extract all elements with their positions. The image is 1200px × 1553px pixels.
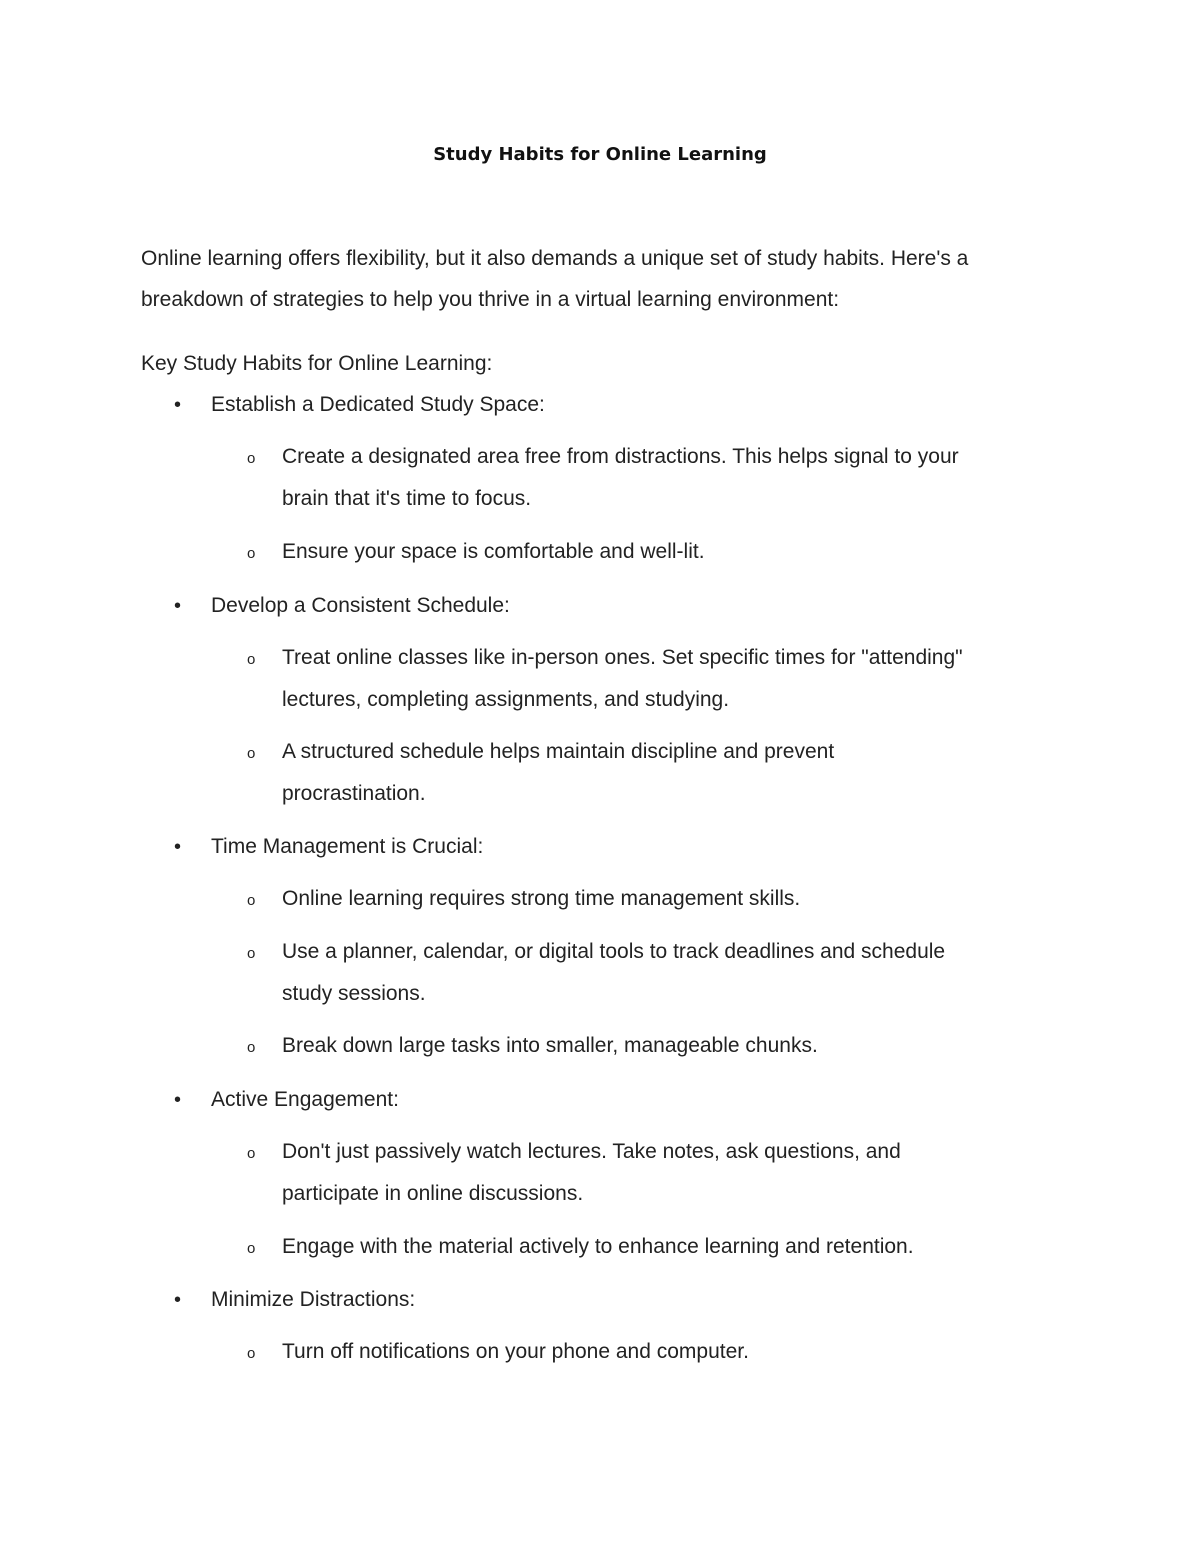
- sub-bullet-icon: o: [247, 450, 256, 467]
- habit-point-line: study sessions.: [282, 982, 426, 1005]
- sub-bullet-icon: o: [247, 651, 256, 668]
- habit-point-line: A structured schedule helps maintain discipline and prevent: [282, 740, 835, 763]
- habit-point-line: Create a designated area free from distractions. This helps signal to your: [282, 445, 959, 468]
- habit-point-line: lectures, completing assignments, and studying.: [282, 688, 730, 711]
- sub-bullet-icon: o: [247, 1240, 256, 1257]
- sub-bullet-icon: o: [247, 545, 256, 562]
- habit-point-line: Ensure your space is comfortable and well-lit.: [282, 540, 705, 563]
- sub-bullet-icon: o: [247, 745, 256, 762]
- habit-point-line: Use a planner, calendar, or digital tools to track deadlines and schedule: [282, 940, 946, 963]
- habit-point-line: Treat online classes like in-person ones. Set specific times for "attending": [282, 646, 963, 669]
- sub-bullet-icon: o: [247, 1145, 256, 1162]
- bullet-icon: •: [174, 595, 182, 617]
- document-title: Study Habits for Online Learning: [433, 144, 767, 165]
- habit-heading: Establish a Dedicated Study Space:: [211, 393, 545, 416]
- habit-point-line: procrastination.: [282, 782, 426, 805]
- sub-bullet-icon: o: [247, 945, 256, 962]
- habit-point-line: Break down large tasks into smaller, manageable chunks.: [282, 1034, 818, 1057]
- section-label: Key Study Habits for Online Learning:: [141, 352, 493, 375]
- sub-bullet-icon: o: [247, 1039, 256, 1056]
- sub-bullet-icon: o: [247, 892, 256, 909]
- habit-heading: Time Management is Crucial:: [211, 835, 484, 858]
- bullet-icon: •: [174, 394, 182, 416]
- sub-bullet-icon: o: [247, 1345, 256, 1362]
- habit-heading: Develop a Consistent Schedule:: [211, 594, 510, 617]
- habit-heading: Minimize Distractions:: [211, 1288, 416, 1311]
- habit-point-line: Turn off notifications on your phone and computer.: [282, 1340, 749, 1363]
- bullet-icon: •: [174, 1089, 182, 1111]
- intro-paragraph: Online learning offers flexibility, but it also demands a unique set of study habits. Here's a breakdown of strategies to help you thrive in a virtual learning environment:: [141, 247, 969, 311]
- bullet-icon: •: [174, 836, 182, 858]
- habit-point-line: brain that it's time to focus.: [282, 487, 532, 510]
- habit-point-line: participate in online discussions.: [282, 1182, 584, 1205]
- habit-point-line: Don't just passively watch lectures. Take notes, ask questions, and: [282, 1140, 901, 1163]
- bullet-icon: •: [174, 1289, 182, 1311]
- habit-point-line: Engage with the material actively to enhance learning and retention.: [282, 1235, 914, 1258]
- habit-heading: Active Engagement:: [211, 1088, 399, 1111]
- habit-point-line: Online learning requires strong time management skills.: [282, 887, 801, 910]
